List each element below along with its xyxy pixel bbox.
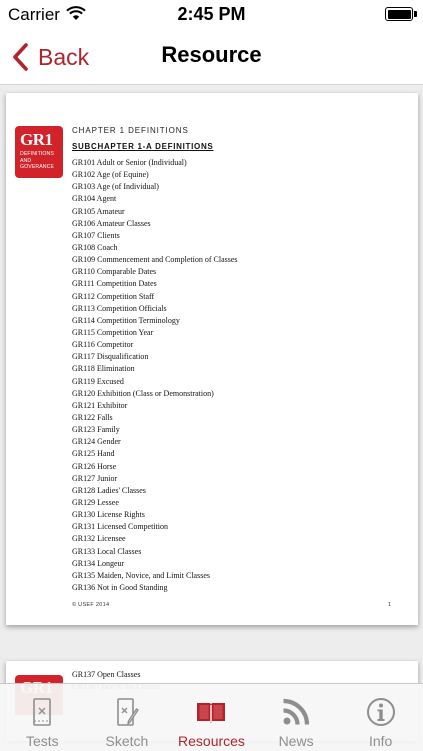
sketch-pencil-icon [111,696,143,728]
list-item[interactable]: GR136 Not in Good Standing [72,582,168,592]
list-item[interactable]: GR127 Junior [72,473,118,483]
document-page [6,93,418,625]
list-item[interactable]: GR135 Maiden, Novice, and Limit Classes [72,570,210,580]
tab-bar [0,683,423,751]
gr1-logo [15,126,63,178]
logo-subtitle-line: GOVERANCE [20,164,55,170]
rss-icon [280,696,312,728]
tab-label: Resources [178,733,245,749]
list-item[interactable]: GR137 Open Classes [72,670,141,679]
logo-code: GR1 [20,130,53,149]
status-bar [0,0,423,28]
list-item[interactable]: GR111 Competition Dates [72,279,157,289]
list-item[interactable]: GR122 Falls [72,412,113,422]
tab-label: Sketch [105,733,149,749]
tab-label: News [278,733,314,749]
list-item[interactable]: GR133 Local Classes [72,546,142,556]
list-item[interactable]: GR123 Family [72,425,120,435]
rule-list [72,157,238,594]
list-item[interactable]: GR105 Amateur [72,206,125,216]
list-item[interactable]: GR114 Competition Terminology [72,315,180,325]
carrier-label: Carrier [8,5,60,24]
list-item[interactable]: GR104 Agent [72,194,117,204]
copyright-text: © USEF 2014 [72,602,110,608]
info-icon [365,696,397,728]
tab-label: Tests [25,733,59,749]
list-item[interactable]: GR126 Horse [72,461,117,471]
tab-tests[interactable] [0,684,85,751]
list-item[interactable]: GR132 Licensee [72,534,126,544]
status-time: 2:45 PM [177,4,246,24]
list-item[interactable]: GR119 Excused [72,376,124,386]
logo-subtitle-line: AND [20,157,32,164]
list-item[interactable]: GR103 Age (of Individual) [72,182,159,192]
tab-news[interactable] [254,684,339,751]
list-item[interactable]: GR116 Competitor [72,340,134,350]
list-item[interactable]: GR134 Longeur [72,558,125,568]
list-item[interactable]: GR106 Amateur Classes [72,218,151,228]
list-item[interactable]: GR120 Exhibition (Class or Demonstration) [72,388,214,398]
tab-resources[interactable] [169,684,254,751]
battery-icon [385,7,413,21]
navigation-bar [0,28,423,85]
test-sheet-icon [26,696,58,728]
tab-sketch[interactable] [85,684,170,751]
list-item[interactable]: GR107 Clients [72,230,120,240]
logo-subtitle-line: DEFINITIONS [20,151,54,157]
list-item[interactable]: GR118 Elimination [72,364,135,374]
list-item[interactable]: GR115 Competition Year [72,327,154,337]
list-item[interactable]: GR125 Hand [72,449,115,459]
list-item[interactable]: GR113 Competition Officials [72,303,167,313]
list-item[interactable]: GR112 Competition Staff [72,291,155,301]
chapter-heading: CHAPTER 1 DEFINITIONS [72,126,189,135]
list-item[interactable]: GR101 Adult or Senior (Individual) [72,158,187,167]
list-item[interactable]: GR128 Ladies' Classes [72,485,146,495]
document-scroll-area[interactable] [0,85,423,683]
list-item[interactable]: GR124 Gender [72,437,121,447]
list-item[interactable]: GR108 Coach [72,242,118,252]
page-title: Resource [161,42,262,67]
tab-info[interactable] [338,684,423,751]
list-item[interactable]: GR129 Lessee [72,497,119,507]
page-number: 1 [387,602,391,608]
list-item[interactable]: GR102 Age (of Equine) [72,170,149,180]
list-item[interactable]: GR110 Comparable Dates [72,267,157,277]
subchapter-heading: SUBCHAPTER 1-A DEFINITIONS [72,142,214,151]
back-button-label: Back [38,43,90,70]
book-icon [195,696,227,728]
list-item[interactable]: GR117 Disqualification [72,352,149,362]
logo-subtitle [20,151,54,171]
list-item[interactable]: GR131 Licensed Competition [72,522,168,532]
list-item[interactable]: GR121 Exhibitor [72,400,128,410]
list-item[interactable]: GR130 License Rights [72,510,145,520]
list-item[interactable]: GR109 Commencement and Completion of Classes [72,255,238,265]
tab-label: Info [368,733,393,749]
